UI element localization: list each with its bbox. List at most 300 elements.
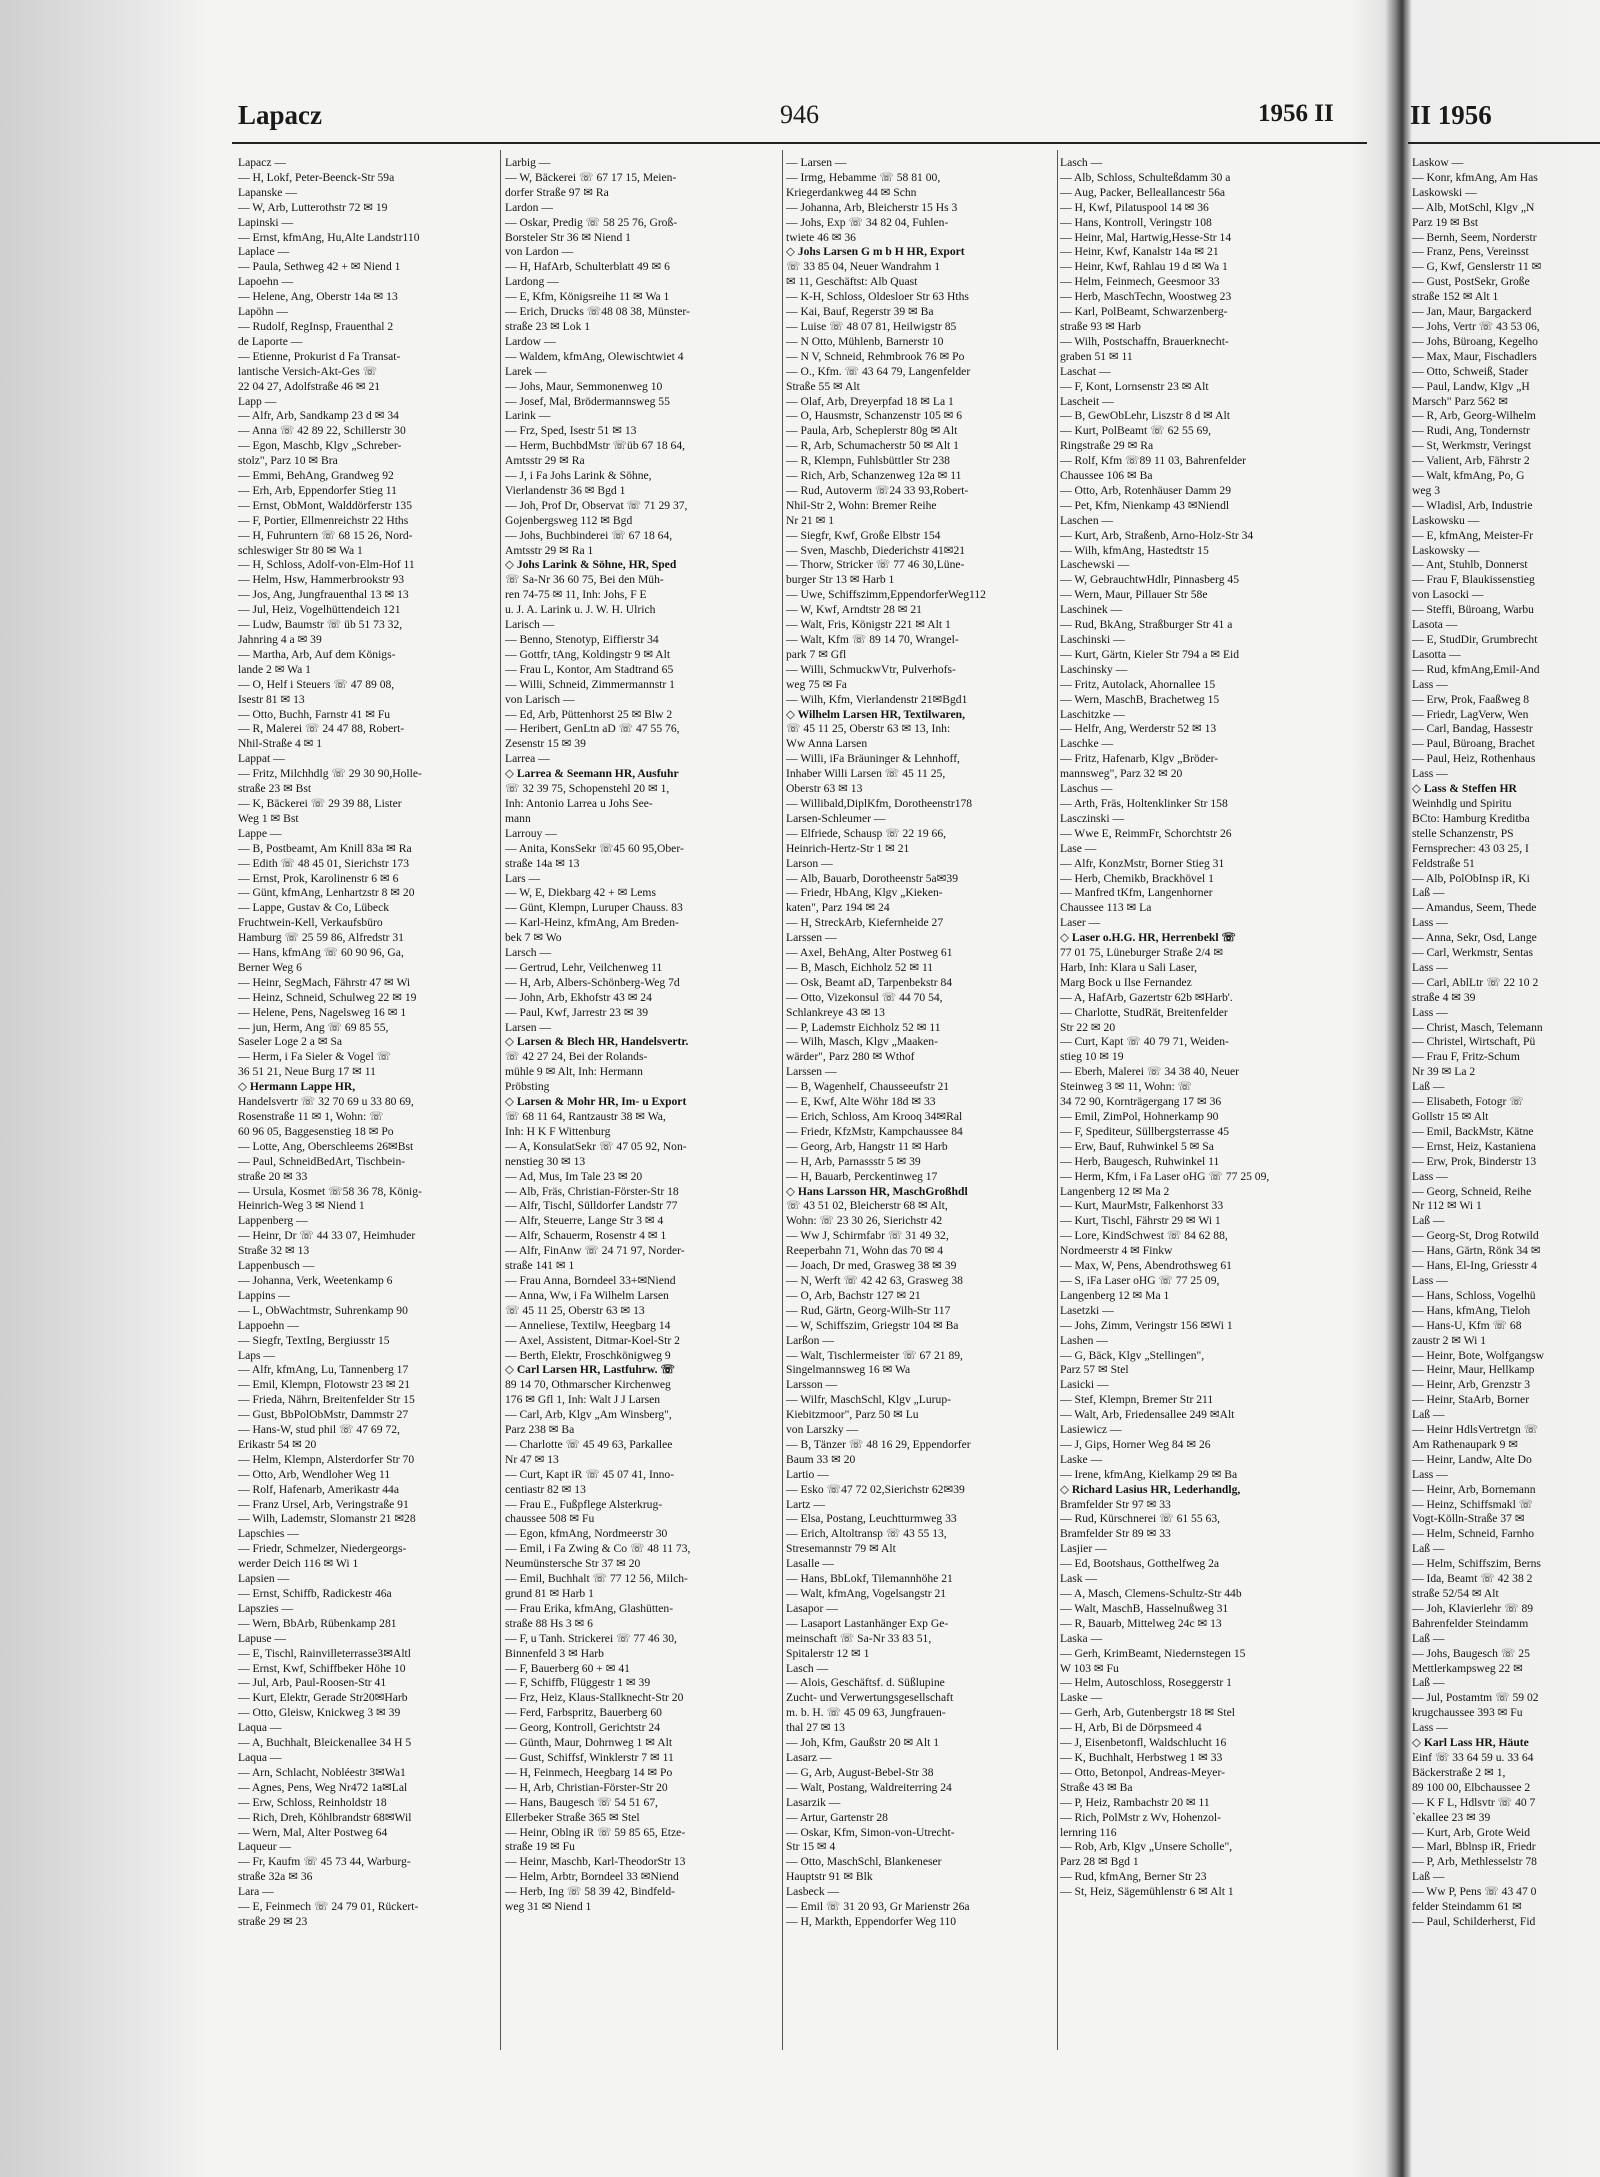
directory-entry-line: — Herb, Ing ☏ 58 39 42, Bindfeld-	[505, 1885, 676, 1899]
directory-entry-line: 176 ✉ Gfl 1, Inh: Walt J J Larsen	[505, 1393, 661, 1407]
directory-entry-line: straße 14a ✉ 13	[505, 856, 580, 870]
directory-entry-line: ◇ Larrea & Seemann HR, Ausfuhr	[505, 767, 679, 781]
directory-entry-line: W 103 ✉ Fu	[1060, 1661, 1119, 1675]
directory-entry-line: Laß —	[1412, 1214, 1445, 1228]
directory-entry-line: mühle 9 ✉ Alt, Inh: Hermann	[505, 1065, 643, 1079]
directory-entry-line: — Irene, kfmAng, Kielkamp 29 ✉ Ba	[1060, 1467, 1238, 1481]
directory-entry-line: — Heinr, Maur, Hellkamp	[1412, 1363, 1535, 1377]
directory-entry-line: — Erich, Schloss, Am Krooq 34✉Ral	[786, 1110, 963, 1123]
directory-entry-line: stieg 10 ✉ 19	[1060, 1050, 1124, 1064]
directory-entry-line: — Rud, Autoverm ☏24 33 93,Robert-	[786, 483, 969, 497]
directory-entry-line: Lass —	[1412, 1169, 1448, 1183]
directory-entry-line: — O, Arb, Bachstr 127 ✉ 21	[786, 1288, 921, 1302]
directory-entry-line: — Walt, Arb, Friedensallee 249 ✉Alt	[1060, 1408, 1235, 1422]
directory-entry-line: — B, Postbeamt, Am Knill 83a ✉ Ra	[238, 841, 412, 855]
directory-entry-line: grund 81 ✉ Harb 1	[505, 1587, 594, 1600]
directory-entry-line: ◇ Johs Larsen G m b H HR, Export	[786, 245, 965, 259]
directory-entry-line: — Alois, Geschäftsf. d. Süßlupine	[786, 1676, 945, 1690]
directory-entry-line: — Ww J, Schirmfabr ☏ 31 49 32,	[786, 1229, 949, 1243]
directory-entry-line: — F, u Tanh. Strickerei ☏ 77 46 30,	[505, 1631, 677, 1645]
directory-entry-line: Nr 21 ✉ 1	[786, 513, 835, 527]
directory-entry-line: — Johs, Zimm, Veringstr 156 ✉Wi 1	[1060, 1318, 1233, 1332]
directory-entry-line: Einf ☏ 33 64 59 u. 33 64	[1412, 1750, 1534, 1764]
directory-entry-line: — Larsen —	[786, 156, 847, 169]
directory-entry-line: — Lasaport Lastanhänger Exp Ge-	[786, 1616, 949, 1630]
directory-entry-line: Lasicki —	[1060, 1378, 1109, 1392]
directory-entry-line: Lappenbusch —	[238, 1259, 315, 1273]
directory-entry-line: — Ernst, Prok, Karolinenstr 6 ✉ 6	[238, 871, 399, 885]
directory-entry-line: — Ernst, Schiffb, Radickestr 46a	[238, 1587, 392, 1600]
directory-entry-line: Larrouy —	[505, 826, 557, 840]
directory-entry-line: — Kurt, Arb, Straßenb, Arno-Holz-Str 34	[1060, 528, 1254, 542]
directory-entry-line: Parz 57 ✉ Stel	[1060, 1363, 1129, 1377]
directory-entry-line: Lappoehn —	[238, 1318, 299, 1332]
directory-entry-line: — Otto, MaschSchl, Blankeneser	[786, 1855, 942, 1869]
directory-entry-line: — Siegfr, Kwf, Große Elbstr 154	[786, 528, 941, 542]
directory-entry-line: Larson —	[786, 856, 833, 870]
directory-entry-line: — Gottfr, tAng, Koldingstr 9 ✉ Alt	[505, 647, 671, 661]
directory-entry-line: — Rud, Gärtn, Georg-Wilh-Str 117	[786, 1303, 951, 1317]
directory-entry-line: Lasarz —	[786, 1750, 832, 1764]
directory-entry-line: straße 32a ✉ 36	[238, 1870, 313, 1884]
directory-entry-line: Heinrich-Weg 3 ✉ Niend 1	[238, 1199, 365, 1213]
directory-entry-line: Wohn: ☏ 23 30 26, Sierichstr 42	[786, 1214, 943, 1228]
directory-entry-line: — Georg, Arb, Hangstr 11 ✉ Harb	[786, 1139, 948, 1153]
directory-entry-line: — Paul, Heiz, Rothenhaus	[1412, 752, 1536, 766]
directory-entry-line: — Hans-W, stud phil ☏ 47 69 72,	[238, 1423, 400, 1437]
directory-entry-line: Singelmannsweg 16 ✉ Wa	[786, 1363, 911, 1377]
directory-entry-line: Lase —	[1060, 841, 1097, 855]
directory-entry-line: `ekallee 23 ✉ 39	[1412, 1810, 1491, 1824]
directory-entry-line: krugchaussee 393 ✉ Fu	[1412, 1706, 1523, 1720]
directory-entry-line: — F, Bauerberg 60 + ✉ 41	[505, 1661, 630, 1675]
directory-entry-line: — Emil, BackMstr, Kätne	[1412, 1124, 1534, 1138]
directory-entry-line: wärder", Parz 280 ✉ Wthof	[786, 1050, 915, 1064]
directory-entry-line: mannsweg", Parz 32 ✉ 20	[1060, 767, 1183, 781]
directory-entry-line: ◇ Larsen & Blech HR, Handelsvertr.	[505, 1035, 689, 1049]
directory-entry-line: stolz", Parz 10 ✉ Bra	[238, 454, 338, 468]
directory-entry-line: — Erich, Drucks ☏48 08 38, Münster-	[505, 305, 690, 319]
directory-entry-line: Jahnring 4 a ✉ 39	[238, 633, 322, 646]
directory-entry-line: Laschitzke —	[1060, 707, 1125, 721]
directory-entry-line: Fernsprecher: 43 03 25, I	[1412, 841, 1529, 855]
directory-entry-line: — Arth, Fräs, Holtenklinker Str 158	[1060, 796, 1228, 810]
directory-entry-line: Laskow —	[1412, 156, 1464, 169]
directory-entry-line: — Helm, Arbtr, Borndeel 33 ✉Niend	[505, 1870, 679, 1884]
directory-entry-line: — Alfr, FinAnw ☏ 24 71 97, Norder-	[505, 1244, 685, 1258]
directory-entry-line: — Ed, Arb, Püttenhorst 25 ✉ Blw 2	[505, 707, 673, 721]
directory-entry-line: ◇ Richard Lasius HR, Lederhandlg,	[1060, 1482, 1241, 1496]
directory-entry-line: — Frz, Sped, Isestr 51 ✉ 13	[505, 424, 637, 438]
directory-entry-line: Lapanske —	[238, 185, 297, 199]
directory-entry-line: — Uwe, Schiffszimm,EppendorferWeg112	[786, 588, 986, 602]
directory-entry-line: Laß —	[1412, 886, 1445, 900]
directory-entry-line: — Helene, Ang, Oberstr 14a ✉ 13	[238, 290, 398, 304]
directory-entry-line: Laschat —	[1060, 364, 1111, 378]
directory-entry-line: — Friedr, LagVerw, Wen	[1412, 707, 1529, 721]
directory-entry-line: — Heinz, Schneid, Schulweg 22 ✉ 19	[238, 990, 417, 1004]
directory-entry-line: Str 22 ✉ 20	[1060, 1020, 1116, 1034]
next-page-header-rule	[1408, 142, 1600, 144]
directory-entry-line: — Irmg, Hebamme ☏ 58 81 00,	[786, 170, 941, 184]
directory-entry-line: nenstieg 30 ✉ 13	[505, 1154, 586, 1168]
next-page-header: II 1956	[1410, 100, 1492, 130]
directory-entry-line: — Alfr, Schauerm, Rosenstr 4 ✉ 1	[505, 1229, 667, 1243]
directory-entry-line: — Luise ☏ 48 07 81, Heilwigstr 85	[786, 319, 957, 333]
directory-entry-line: Lara —	[238, 1885, 274, 1899]
directory-entry-line: — Rob, Arb, Klgv „Unsere Scholle",	[1060, 1840, 1233, 1854]
directory-entry-line: — Paul, Kwf, Jarrestr 23 ✉ 39	[505, 1005, 649, 1019]
directory-entry-line: Marsch" Parz 562 ✉	[1412, 394, 1508, 408]
directory-entry-line: — Egon, Maschb, Klgv „Schreber-	[238, 439, 402, 453]
directory-entry-line: — Helm, Hsw, Hammerbrookstr 93	[238, 573, 405, 587]
directory-entry-line: — Wilh, Kfm, Vierlandenstr 21✉Bgd1	[786, 692, 968, 706]
directory-entry-line: weg 31 ✉ Niend 1	[505, 1900, 592, 1914]
directory-entry-line: — Helm, Feinmech, Geesmoor 33	[1060, 275, 1220, 289]
directory-entry-line: — Walt, Kfm ☏ 89 14 70, Wrangel-	[786, 633, 959, 646]
directory-entry-line: Larsen-Schleumer —	[786, 811, 886, 825]
directory-entry-line: — Josef, Mal, Brödermannsweg 55	[505, 394, 670, 408]
directory-entry-line: Pröbsting	[505, 1080, 550, 1094]
directory-entry-line: — Rich, PolMstr z Wv, Hohenzol-	[1060, 1810, 1222, 1824]
directory-entry-line: — Gertrud, Lehr, Veilchenweg 11	[505, 960, 663, 974]
directory-entry-line: Weg 1 ✉ Bst	[238, 811, 299, 825]
directory-entry-line: Mettlerkampsweg 22 ✉	[1412, 1661, 1523, 1675]
directory-entry-line: — Amandus, Seem, Thede	[1412, 901, 1537, 915]
directory-entry-line: Laqueur —	[238, 1840, 292, 1854]
directory-entry-line: — H, Arb, Christian-Förster-Str 20	[505, 1780, 668, 1794]
directory-entry-line: — Erw, Prok, Faaßweg 8	[1412, 692, 1530, 706]
directory-entry-line: — Olaf, Arb, Dreyerpfad 18 ✉ La 1	[786, 394, 954, 408]
directory-entry-line: zaustr 2 ✉ Wi 1	[1412, 1333, 1487, 1347]
directory-entry-line: Amtsstr 29 ✉ Ra 1	[505, 543, 594, 557]
directory-entry-line: — Jul, Arb, Paul-Roosen-Str 41	[238, 1676, 387, 1690]
directory-entry-line: — H, Lokf, Peter-Beenck-Str 59a	[238, 170, 395, 184]
directory-entry-line: — Frau E., Fußpflege Alsterkrug-	[505, 1497, 663, 1511]
directory-entry-line: Zucht- und Verwertungsgesellschaft	[786, 1691, 954, 1705]
directory-entry-line: — Günth, Maur, Dohrnweg 1 ✉ Alt	[505, 1736, 673, 1750]
directory-entry-line: mann	[505, 811, 531, 825]
directory-entry-line: Inh: Antonio Larrea u Johs See-	[505, 796, 653, 810]
directory-entry-line: — Pet, Kfm, Nienkamp 43 ✉Niendl	[1060, 498, 1230, 512]
directory-entry-line: ◇ Lass & Steffen HR	[1412, 782, 1517, 796]
directory-entry-line: Larssen —	[786, 1065, 837, 1079]
directory-entry-line: Bahrenfelder Steindamm	[1412, 1616, 1529, 1630]
directory-entry-line: — H, Kwf, Pilatuspool 14 ✉ 36	[1060, 200, 1209, 214]
directory-entry-line: straße 93 ✉ Harb	[1060, 319, 1141, 333]
directory-entry-line: — A, Masch, Clemens-Schultz-Str 44b	[1060, 1587, 1242, 1600]
directory-entry-line: Lardow —	[505, 334, 556, 348]
directory-entry-line: Lass —	[1412, 767, 1448, 781]
directory-entry-line: — Fritz, Autolack, Ahornallee 15	[1060, 677, 1216, 691]
directory-entry-line: — F, Spediteur, Süllbergsterrasse 45	[1060, 1124, 1230, 1138]
directory-entry-line: — Carl, AblLtr ☏ 22 10 2	[1412, 975, 1539, 989]
directory-entry-line: — Heinr, Mal, Hartwig,Hesse-Str 14	[1060, 230, 1232, 244]
directory-entry-line: — Hans, BbLokf, Tilemannhöhe 21	[786, 1572, 953, 1586]
directory-entry-line: Laß —	[1412, 1542, 1445, 1556]
directory-entry-line: Harb, Inh: Klara u Sali Laser,	[1060, 960, 1198, 974]
directory-entry-line: Laskowski —	[1412, 185, 1477, 199]
directory-entry-line: — W, Kwf, Arndtstr 28 ✉ 21	[786, 603, 922, 617]
directory-entry-line: Nr 112 ✉ Wi 1	[1412, 1199, 1482, 1213]
directory-entry-line: Laps —	[238, 1348, 276, 1362]
directory-entry-line: — Paul, Büroang, Brachet	[1412, 737, 1535, 751]
directory-entry-line: — H, StreckArb, Kiefernheide 27	[786, 916, 944, 930]
directory-entry-line: katen", Parz 194 ✉ 24	[786, 901, 890, 915]
directory-entry-line: Lapöhn —	[238, 305, 288, 319]
page-number: 946	[780, 100, 819, 129]
directory-entry-line: — Otto, Vizekonsul ☏ 44 70 54,	[786, 990, 943, 1004]
directory-entry-line: — Herm, BuchbdMstr ☏üb 67 18 64,	[505, 439, 686, 453]
directory-entry-line: Heinrich-Hertz-Str 1 ✉ 21	[786, 841, 910, 855]
directory-entry-line: — S, iFa Laser oHG ☏ 77 25 09,	[1060, 1273, 1220, 1287]
directory-entry-line: — W, Bäckerei ☏ 67 17 15, Meien-	[505, 170, 677, 184]
directory-entry-line: Langenberg 12 ✉ Ma 1	[1060, 1288, 1170, 1302]
directory-entry-line: Stresemannstr 79 ✉ Alt	[786, 1542, 896, 1556]
directory-entry-line: Lass —	[1412, 1467, 1448, 1481]
directory-entry-line: dorfer Straße 97 ✉ Ra	[505, 185, 609, 199]
directory-entry-line: Parz 238 ✉ Ba	[505, 1423, 575, 1437]
directory-entry-line: — Aug, Packer, Belleallancestr 56a	[1060, 185, 1226, 199]
directory-entry-line: — Walt, Fris, Königstr 221 ✉ Alt 1	[786, 618, 951, 632]
directory-entry-line: — Kai, Bauf, Regerstr 39 ✉ Ba	[786, 305, 934, 319]
directory-entry-line: — Günt, kfmAng, Lenhartzstr 8 ✉ 20	[238, 886, 415, 900]
directory-entry-line: — Wladisl, Arb, Industrie	[1412, 498, 1533, 512]
directory-entry-line: Parz 28 ✉ Bgd 1	[1060, 1855, 1139, 1869]
directory-entry-line: felder Steindamm 61 ✉	[1412, 1900, 1522, 1914]
directory-entry-line: — Ed, Bootshaus, Gotthelfweg 2a	[1060, 1557, 1220, 1571]
directory-entry-line: — Kurt, Elektr, Gerade Str20✉Harb	[238, 1691, 408, 1705]
directory-entry-line: — Kurt, PolBeamt ☏ 62 55 69,	[1060, 424, 1212, 438]
directory-entry-line: — Charlotte ☏ 45 49 63, Parkallee	[505, 1437, 673, 1451]
directory-entry-line: — Ludw, Baumstr ☏ üb 51 73 32,	[238, 618, 403, 632]
column-divider	[782, 150, 783, 2050]
directory-entry-line: — H, Fuhruntern ☏ 68 15 26, Nord-	[238, 528, 413, 542]
directory-entry-line: — Hans, kfmAng, Tieloh	[1412, 1303, 1531, 1317]
directory-entry-line: — Helm, Schneid, Farnho	[1412, 1527, 1535, 1541]
directory-entry-line: Lappenberg —	[238, 1214, 308, 1228]
directory-entry-line: Handelsvertr ☏ 32 70 69 u 33 80 69,	[238, 1095, 414, 1109]
directory-entry-line: Vogt-Kölln-Straße 37 ✉	[1412, 1512, 1525, 1526]
directory-entry-line: — Marl, Bblnsp iR, Friedr	[1412, 1840, 1536, 1854]
directory-entry-line: — Walt, kfmAng, Vogelsangstr 21	[786, 1587, 947, 1600]
directory-entry-line: — Kurt, MaurMstr, Falkenhorst 33	[1060, 1199, 1224, 1213]
directory-entry-line: — Heinz, Schiffsmakl ☏	[1412, 1497, 1534, 1511]
directory-entry-line: Laskowsky —	[1412, 543, 1480, 557]
directory-entry-line: — Heinr, StaArb, Borner	[1412, 1393, 1530, 1407]
directory-entry-line: straße 29 ✉ 23	[238, 1914, 308, 1928]
directory-entry-line: — K F L, Hdlsvtr ☏ 40 7	[1412, 1795, 1536, 1809]
directory-entry-line: BCto: Hamburg Kreditba	[1412, 811, 1530, 825]
directory-entry-line: ☏ 33 85 04, Neuer Wandrahm 1	[786, 260, 941, 274]
directory-entry-line: Lascheit —	[1060, 394, 1114, 408]
directory-entry-line: Nr 47 ✉ 13	[505, 1452, 559, 1466]
directory-entry-line: — F, Kont, Lornsenstr 23 ✉ Alt	[1060, 379, 1209, 393]
directory-entry-line: Neumünstersche Str 37 ✉ 20	[505, 1557, 641, 1571]
page-header-name: Lapacz	[238, 100, 322, 130]
directory-entry-line: — Gust, BbPolObMstr, Dammstr 27	[238, 1408, 409, 1422]
directory-entry-line: — H, Feinmech, Heegbarg 14 ✉ Po	[505, 1765, 673, 1779]
directory-entry-line: thal 27 ✉ 13	[786, 1721, 845, 1735]
directory-entry-line: Lass —	[1412, 1005, 1448, 1019]
entry-column-4	[1060, 156, 1352, 1900]
directory-entry-line: — Elfriede, Schausp ☏ 22 19 66,	[786, 826, 947, 840]
directory-entry-line: park 7 ✉ Gfl	[786, 647, 847, 661]
directory-entry-line: Fruchtwein-Kell, Verkaufsbüro	[238, 916, 383, 930]
directory-entry-line: Lass —	[1412, 1721, 1448, 1735]
directory-entry-line: — Frz, Heiz, Klaus-Stallknecht-Str 20	[505, 1691, 684, 1705]
directory-entry-line: — O, Hausmstr, Schanzenstr 105 ✉ 6	[786, 409, 963, 423]
directory-entry-line: — Alb, MotSchl, Klgv „N	[1412, 200, 1535, 214]
directory-entry-line: Gojenbergsweg 112 ✉ Bgd	[505, 513, 633, 527]
directory-entry-line: — Wilh, kfmAng, Hastedtstr 15	[1060, 543, 1209, 557]
directory-entry-line: — Heinr, Dr ☏ 44 33 07, Heimhuder	[238, 1229, 416, 1243]
directory-entry-line: — R, Arb, Schumacherstr 50 ✉ Alt 1	[786, 439, 959, 453]
directory-entry-line: — W, E, Diekbarg 42 + ✉ Lems	[505, 886, 656, 900]
directory-entry-line: — Johs, Büroang, Kegelho	[1412, 334, 1538, 348]
directory-entry-line: Lapuse —	[238, 1631, 286, 1645]
directory-entry-line: werder Deich 116 ✉ Wi 1	[238, 1557, 359, 1571]
directory-entry-line: Nr 39 ✉ La 2	[1412, 1065, 1476, 1079]
directory-entry-line: Ellerbeker Straße 365 ✉ Stel	[505, 1810, 640, 1824]
directory-entry-line: von Lardon —	[505, 245, 574, 259]
directory-entry-line: — O., Kfm. ☏ 43 64 79, Langenfelder	[786, 364, 971, 378]
directory-entry-line: — Frau F, Blaukissenstieg	[1412, 573, 1535, 587]
directory-entry-line: — Anna, Ww, i Fa Wilhelm Larsen	[505, 1288, 669, 1302]
directory-entry-line: — Jan, Maur, Bargackerd	[1412, 305, 1532, 319]
page-header-year: 1956 II	[1258, 100, 1334, 127]
directory-entry-line: Lass —	[1412, 916, 1448, 930]
directory-entry-line: weg 3	[1412, 483, 1441, 497]
directory-entry-line: Str 15 ✉ 4	[786, 1840, 836, 1854]
directory-entry-line: — Max, W, Pens, Abendrothsweg 61	[1060, 1259, 1232, 1273]
directory-entry-line: straße 20 ✉ 33	[238, 1169, 308, 1183]
directory-entry-line: — Otto, Gleisw, Knickweg 3 ✉ 39	[238, 1706, 401, 1720]
directory-entry-line: Bäckerstraße 2 ✉ 1,	[1412, 1765, 1506, 1779]
directory-entry-line: — Hans, Schloss, Vogelhü	[1412, 1288, 1536, 1302]
directory-entry-line: Laß —	[1412, 1408, 1445, 1422]
directory-entry-line: — Heinr, SegMach, Fährstr 47 ✉ Wi	[238, 975, 411, 989]
directory-entry-line: de Laporte —	[238, 334, 303, 348]
directory-entry-line: — Johs, Vertr ☏ 43 53 06,	[1412, 319, 1540, 333]
directory-entry-line: — Gerh, KrimBeamt, Niedernstegen 15	[1060, 1646, 1246, 1660]
directory-entry-line: 22 04 27, Adolfstraße 46 ✉ 21	[238, 379, 381, 393]
directory-entry-line: Lasiewicz —	[1060, 1423, 1122, 1437]
directory-entry-line: lande 2 ✉ Wa 1	[238, 662, 311, 676]
directory-entry-line: — Ernst, kfmAng, Hu,Alte Landstr110	[238, 230, 420, 244]
directory-entry-line: — Lotte, Ang, Oberschleems 26✉Bst	[238, 1139, 414, 1153]
directory-entry-line: 60 96 05, Baggesenstieg 18 ✉ Po	[238, 1124, 394, 1138]
directory-entry-line: Lasbeck —	[786, 1885, 840, 1899]
directory-entry-line: ☏ 32 39 75, Schopenstehl 20 ✉ 1,	[505, 782, 670, 796]
directory-entry-line: — Johanna, Arb, Bleicherstr 15 Hs 3	[786, 200, 958, 214]
directory-entry-line: Feldstraße 51	[1412, 856, 1475, 870]
directory-entry-line: — Friedr, HbAng, Klgv „Kieken-	[786, 886, 943, 900]
directory-entry-line: Lask —	[1060, 1572, 1098, 1586]
directory-entry-line: — Rud, kfmAng,Emil-And	[1412, 662, 1540, 676]
directory-entry-line: — B, Tänzer ☏ 48 16 29, Eppendorfer	[786, 1437, 971, 1451]
directory-entry-line: — H, Markth, Eppendorfer Weg 110	[786, 1914, 957, 1928]
directory-entry-line: Borsteler Str 36 ✉ Niend 1	[505, 230, 631, 244]
directory-entry-line: ◇ Laser o.H.G. HR, Herrenbekl ☏	[1060, 931, 1236, 945]
directory-entry-line: — Sven, Maschb, Diederichstr 41✉21	[786, 543, 966, 557]
directory-entry-line: — E, Kfm, Königsreihe 11 ✉ Wa 1	[505, 290, 670, 304]
directory-entry-line: — Franz Ursel, Arb, Veringstraße 91	[238, 1497, 409, 1511]
directory-entry-line: — Wilh, Postschaffn, Brauerknecht-	[1060, 334, 1229, 348]
directory-entry-line: — Alb, Fräs, Christian-Förster-Str 18	[505, 1184, 679, 1198]
directory-entry-line: — Georg, Kontroll, Gerichtstr 24	[505, 1721, 660, 1735]
directory-entry-line: — Heinr, Kwf, Kanalstr 14a ✉ 21	[1060, 245, 1219, 259]
directory-entry-line: Lapp —	[238, 394, 277, 408]
directory-entry-line: Lars —	[505, 871, 541, 885]
directory-entry-line: weg 75 ✉ Fa	[786, 677, 847, 691]
directory-entry-line: — K, Bäckerei ☏ 29 39 88, Lister	[238, 796, 402, 810]
directory-entry-line: — Alb, Schloss, Schulteßdamm 30 a	[1060, 170, 1231, 184]
directory-entry-line: Parz 19 ✉ Bst	[1412, 215, 1479, 229]
directory-entry-line: — Willi, SchmuckwVtr, Pulverhofs-	[786, 662, 956, 676]
directory-entry-line: ☏ 68 11 64, Rantzaustr 38 ✉ Wa,	[505, 1110, 666, 1123]
directory-entry-line: burger Str 13 ✉ Harb 1	[786, 573, 895, 587]
directory-entry-line: — Lappe, Gustav & Co, Lübeck	[238, 901, 390, 915]
directory-entry-line: — Anna, Sekr, Osd, Lange	[1412, 931, 1537, 945]
directory-entry-line: — Ant, Stuhlb, Donnerst	[1412, 558, 1528, 572]
directory-entry-line: — H, Bauarb, Perckentinweg 17	[786, 1169, 938, 1183]
directory-entry-line: Larink —	[505, 409, 551, 423]
directory-entry-line: Binnenfeld 3 ✉ Harb	[505, 1646, 604, 1660]
directory-entry-line: — Oskar, Predig ☏ 58 25 76, Groß-	[505, 215, 678, 229]
directory-entry-line: — Ferd, Farbspritz, Bauerberg 60	[505, 1706, 662, 1720]
directory-entry-line: — Ernst, Heiz, Kastaniena	[1412, 1139, 1536, 1153]
directory-entry-line: — Alfr, KonzMstr, Borner Stieg 31	[1060, 856, 1225, 870]
directory-entry-line: Zesenstr 15 ✉ 39	[505, 737, 586, 751]
directory-entry-line: Laqua —	[238, 1721, 282, 1735]
directory-entry-line: — St, Werkmstr, Veringst	[1412, 439, 1531, 453]
directory-entry-line: — Johs, Maur, Semmonenweg 10	[505, 379, 663, 393]
directory-entry-line: Lasczinski —	[1060, 811, 1125, 825]
directory-entry-line: straße 23 ✉ Bst	[238, 782, 312, 796]
directory-entry-line: Larsen —	[505, 1020, 552, 1034]
directory-entry-line: straße 88 Hs 3 ✉ 6	[505, 1616, 593, 1630]
directory-entry-line: — Ursula, Kosmet ☏58 36 78, König-	[238, 1184, 422, 1198]
directory-entry-line: — Bernh, Seem, Norderstr	[1412, 230, 1537, 244]
directory-entry-line: Baum 33 ✉ 20	[786, 1452, 856, 1466]
directory-entry-line: — H, Arb, Parnassstr 5 ✉ 39	[786, 1154, 921, 1168]
directory-entry-line: — N V, Schneid, Rehmbrook 76 ✉ Po	[786, 349, 965, 363]
directory-entry-line: Gollstr 15 ✉ Alt	[1412, 1110, 1489, 1123]
directory-entry-line: Laschinsky —	[1060, 662, 1128, 676]
directory-entry-line: — L, ObWachtmstr, Suhrenkamp 90	[238, 1303, 408, 1317]
directory-entry-line: — Waldem, kfmAng, Olewischtwiet 4	[505, 349, 684, 363]
directory-entry-line: — Emil ☏ 31 20 93, Gr Marienstr 26a	[786, 1900, 970, 1914]
directory-entry-line: — Fritz, Hafenarb, Klgv „Bröder-	[1060, 752, 1219, 766]
directory-entry-line: — P, Lademstr Eichholz 52 ✉ 11	[786, 1020, 941, 1034]
directory-entry-line: — Frau L, Kontor, Am Stadtrand 65	[505, 662, 674, 676]
directory-entry-line: — Edith ☏ 48 45 01, Sierichstr 173	[238, 856, 410, 870]
directory-entry-line: Rosenstraße 11 ✉ 1, Wohn: ☏	[238, 1110, 384, 1123]
directory-entry-line: — Heribert, GenLtn aD ☏ 47 55 76,	[505, 722, 680, 736]
directory-entry-line: — Friedr, Schmelzer, Niedergeorgs-	[238, 1542, 407, 1556]
directory-entry-line: Lapsien —	[238, 1572, 290, 1586]
directory-entry-line: — P, Heiz, Rambachstr 20 ✉ 11	[1060, 1795, 1210, 1809]
directory-entry-line: — Agnes, Pens, Weg Nr472 1a✉Lal	[238, 1780, 408, 1794]
directory-entry-line: Larssen —	[786, 931, 837, 945]
directory-entry-line: Laplace —	[238, 245, 290, 259]
directory-entry-line: — Ad, Mus, Im Tale 23 ✉ 20	[505, 1169, 643, 1183]
directory-entry-line: — F, Portier, Ellmenreichstr 22 Hths	[238, 513, 409, 527]
directory-entry-line: Am Rathenaupark 9 ✉	[1412, 1437, 1518, 1451]
directory-entry-line: Laske —	[1060, 1691, 1103, 1705]
directory-entry-line: Lappins —	[238, 1288, 290, 1302]
